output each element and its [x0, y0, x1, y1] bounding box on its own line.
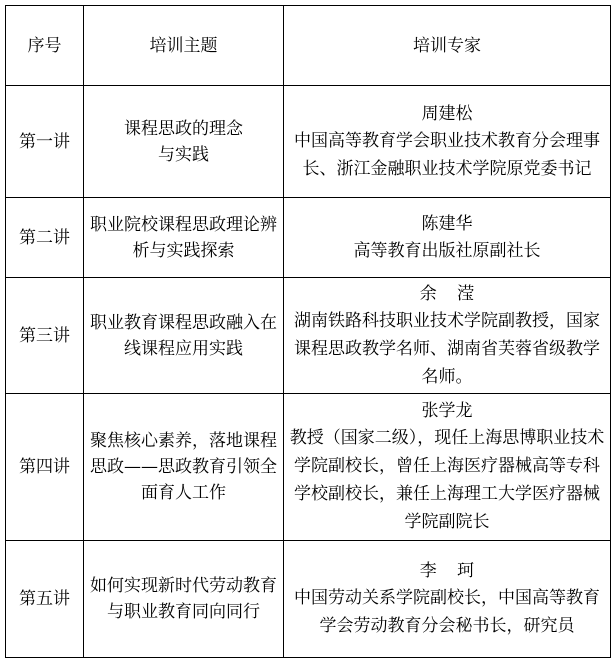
expert-description: 中国劳动关系学院副校长，中国高等教育学会劳动教育分会秘书长，研究员: [294, 588, 600, 636]
table-row: [6, 278, 611, 394]
training-schedule-table: [5, 5, 611, 658]
expert-name-text: 余滢: [419, 283, 495, 304]
expert-name: [288, 558, 606, 584]
row-index: 第三讲: [6, 278, 84, 394]
row-expert: [284, 541, 611, 658]
table-row: [6, 86, 611, 198]
row-index: 第四讲: [6, 394, 84, 541]
row-index: 第一讲: [6, 86, 84, 198]
table-header-row: [6, 6, 611, 86]
expert-name-text: 李珂: [419, 561, 495, 581]
expert-name: [288, 281, 606, 307]
expert-description: 高等教育出版社原副社长: [353, 240, 541, 261]
expert-name: 周建松: [421, 103, 473, 124]
expert-description: 教授（国家二级），现任上海思博职业技术学院副校长，曾任上海医疗器械高等专科学校副校长，兼任上海理工大学医疗器械学院副院长: [289, 428, 605, 532]
row-expert: [284, 394, 611, 541]
table-row: [6, 198, 611, 278]
header-topic: 培训主题: [84, 6, 284, 86]
expert-name: 张学龙: [421, 401, 473, 421]
topic-text: 课程思政的理念 与实践: [124, 118, 243, 165]
table-row: [6, 394, 611, 541]
row-index: 第二讲: [6, 198, 84, 278]
expert-name: 陈建华: [421, 213, 473, 234]
row-expert: [284, 278, 611, 394]
row-topic: [84, 86, 284, 198]
row-topic: 聚焦核心素养，落地课程思政——思政教育引领全面育人工作: [84, 394, 284, 541]
expert-description: 中国高等教育学会职业技术教育分会理事长、浙江金融职业技术学院原党委书记: [294, 130, 600, 179]
row-topic: 职业院校课程思政理论辨析与实践探索: [84, 198, 284, 278]
header-index: 序号: [6, 6, 84, 86]
row-topic: 职业教育课程思政融入在线课程应用实践: [84, 278, 284, 394]
header-expert: 培训专家: [284, 6, 611, 86]
row-topic: 如何实现新时代劳动教育与职业教育同向同行: [84, 541, 284, 658]
row-index: 第五讲: [6, 541, 84, 658]
table-row: [6, 541, 611, 658]
row-expert: [284, 86, 611, 198]
expert-description: 湖南铁路科技职业技术学院副教授，国家课程思政教学名师、湖南省芙蓉省级教学名师。: [294, 310, 600, 387]
row-expert: [284, 198, 611, 278]
